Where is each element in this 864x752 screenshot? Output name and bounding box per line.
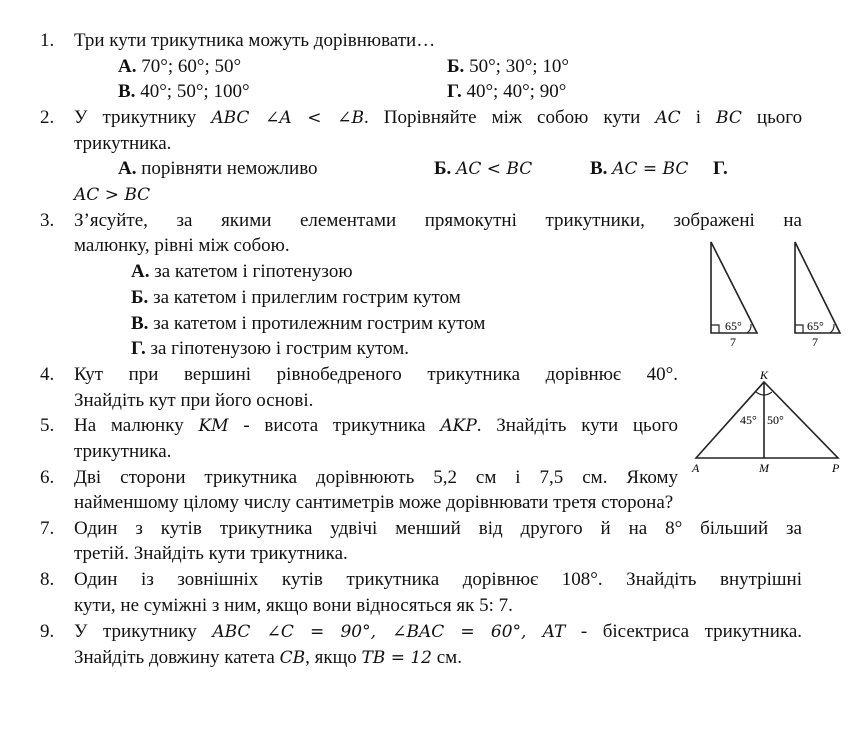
question-number: 7. bbox=[40, 518, 55, 539]
option-v: В. за катетом і протилежним гострим кутом bbox=[131, 313, 486, 334]
question-number: 6. bbox=[40, 467, 55, 488]
question-number: 5. bbox=[40, 415, 55, 436]
option-a: А. 70°; 60°; 50° bbox=[118, 56, 242, 77]
right-triangles-figure bbox=[695, 238, 845, 353]
option-b: Б. 50°; 30°; 10° bbox=[447, 56, 569, 77]
question-text: Дві сторони трикутника дорівнюють 5,2 см і 7,5 см. Якому bbox=[74, 467, 678, 488]
question-number: 1. bbox=[40, 30, 55, 51]
question-number: 9. bbox=[40, 621, 55, 642]
angle-label: 65° bbox=[725, 319, 742, 333]
question-number: 3. bbox=[40, 210, 55, 231]
triangle-akp-figure bbox=[688, 366, 853, 481]
side-label: 7 bbox=[812, 335, 818, 349]
question-text-cont: кути, не суміжні з ним, якщо вони відносяться як 5: 7. bbox=[74, 595, 513, 616]
question-text: У трикутнику ABC ∠C = 90°, ∠BAC = 60°, AT - бісектриса трикутника. bbox=[74, 621, 803, 642]
question-text: На малюнку KM - висота трикутника AKP. Знайдіть кути цього bbox=[74, 415, 679, 436]
angle-mkp-label: 50° bbox=[767, 413, 784, 427]
option-b: Б. AC < BC bbox=[434, 158, 533, 179]
right-triangle-2 bbox=[795, 242, 840, 349]
vertex-m-label: M bbox=[759, 461, 769, 475]
question-text-cont: трикутника. bbox=[74, 441, 172, 462]
vertex-k-label: K bbox=[759, 368, 769, 382]
vertex-a-label: A bbox=[692, 461, 700, 475]
question-text-cont: Знайдіть кут при його основі. bbox=[74, 390, 314, 411]
option-g-value: AC > BC bbox=[74, 185, 151, 205]
question-text: У трикутнику ABC ∠A < ∠B. Порівняйте між собою кути AC і BC цього bbox=[74, 107, 803, 128]
option-v: В. 40°; 50°; 100° bbox=[118, 81, 250, 102]
option-a: А. порівняти неможливо bbox=[118, 158, 318, 179]
question-text-cont: Знайдіть довжину катета CB, якщо TB = 12 см. bbox=[74, 647, 462, 668]
angle-akm-label: 45° bbox=[740, 413, 757, 427]
option-g-label: Г. bbox=[713, 158, 728, 179]
question-text-cont: найменшому цілому числу сантиметрів може дорівнювати третя сторона? bbox=[74, 492, 674, 513]
option-g: Г. 40°; 40°; 90° bbox=[447, 81, 567, 102]
option-b: Б. за катетом і прилеглим гострим кутом bbox=[131, 287, 461, 308]
question-text: Кут при вершині рівнобедреного трикутника дорівнює 40°. bbox=[74, 364, 678, 385]
question-text: З’ясуйте, за якими елементами прямокутні трикутники, зображені на bbox=[74, 210, 802, 231]
question-text-cont: трикутника. bbox=[74, 133, 172, 154]
angle-label: 65° bbox=[807, 319, 824, 333]
question-number: 4. bbox=[40, 364, 55, 385]
side-label: 7 bbox=[730, 335, 736, 349]
option-g: Г. за гіпотенузою і гострим кутом. bbox=[131, 338, 410, 359]
vertex-p-label: P bbox=[832, 461, 840, 475]
right-triangle-1 bbox=[711, 242, 757, 349]
question-text: Один з кутів трикутника удвічі менший від другого й на 8° більший за bbox=[74, 518, 802, 539]
question-number: 8. bbox=[40, 569, 55, 590]
question-text: Три кути трикутника можуть дорівнювати… bbox=[74, 30, 436, 51]
question-text: Один із зовнішніх кутів трикутника дорівнює 108°. Знайдіть внутрішні bbox=[74, 569, 802, 590]
question-number: 2. bbox=[40, 107, 55, 128]
question-text-cont: третій. Знайдіть кути трикутника. bbox=[74, 543, 348, 564]
option-a: А. за катетом і гіпотенузою bbox=[131, 261, 353, 282]
question-text-cont: малюнку, рівні між собою. bbox=[74, 235, 290, 256]
option-v: В. AC = BC bbox=[590, 158, 689, 179]
